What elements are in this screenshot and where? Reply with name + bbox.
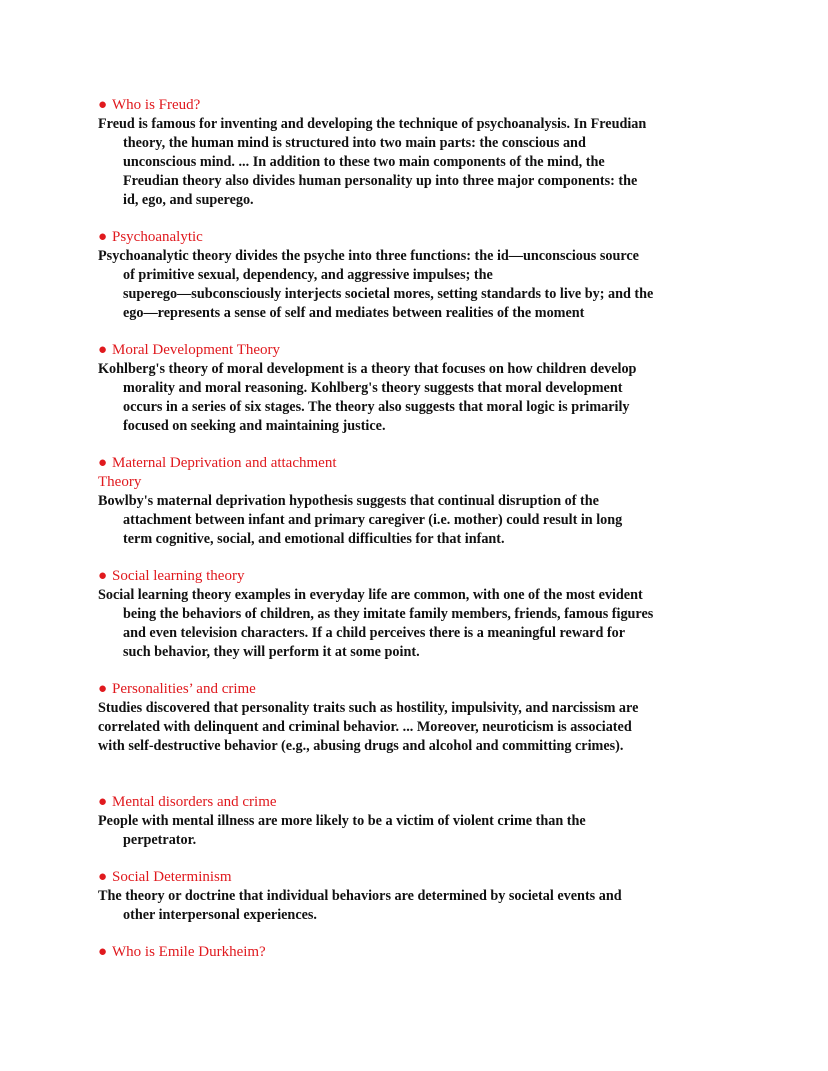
section-body: Social learning theory examples in everyday life are common, with one of the most evident being the behaviors of children, as they imitate family members, friends, famous figures and even television characters. If a child perceives there is a meaningful reward for such behavior, they will perform it at some point.	[98, 587, 654, 660]
section-body: Studies discovered that personality traits such as hostility, impulsivity, and narcissism are correlated with delinquent and criminal behavior. ... Moreover, neuroticism is associated with self-destructive behavior (e.g., abusing drugs and alcohol and committing crimes).	[98, 700, 639, 754]
bullet-icon: ●	[98, 794, 108, 810]
section-mental-disorders	[98, 793, 738, 850]
bullet-icon: ●	[98, 455, 108, 471]
section-body: People with mental illness are more likely to be a victim of violent crime than the perpetrator.	[98, 813, 586, 848]
bullet-icon: ●	[98, 944, 108, 960]
bullet-icon: ●	[98, 869, 108, 885]
section-maternal-deprivation	[98, 454, 738, 549]
bullet-icon: ●	[98, 342, 108, 358]
section-heading: ● Social learning theory	[98, 568, 245, 584]
bullet-icon: ●	[98, 229, 108, 245]
section-social-learning	[98, 567, 738, 662]
section-heading: ● Social Determinism	[98, 869, 232, 885]
section-psychoanalytic	[98, 228, 738, 323]
section-who-is-durkheim	[98, 943, 738, 962]
section-body: Freud is famous for inventing and developing the technique of psychoanalysis. In Freudian theory, the human mind is structured into two main parts: the conscious and unconscious mind. ... In addition to these two main components of the mind, the Freudian theory also divides human personality up into three major components: the id, ego, and superego.	[98, 116, 647, 208]
section-heading: ● Personalities’ and crime	[98, 681, 256, 697]
section-who-is-freud	[98, 96, 738, 210]
section-heading: ● Moral Development Theory	[98, 342, 281, 358]
section-heading: ● Mental disorders and crime	[98, 794, 277, 810]
document-page	[98, 96, 738, 962]
bullet-icon: ●	[98, 97, 108, 113]
section-body: Bowlby's maternal deprivation hypothesis suggests that continual disruption of the attachment between infant and primary caregiver (i.e. mother) could result in long term cognitive, social, and emotional difficulties for that infant.	[98, 493, 623, 547]
section-personalities-crime	[98, 680, 738, 756]
section-heading: ● Maternal Deprivation and attachment Theory	[98, 455, 337, 490]
bullet-icon: ●	[98, 568, 108, 584]
section-body: The theory or doctrine that individual behaviors are determined by societal events and other interpersonal experiences.	[98, 888, 622, 923]
section-heading: ● Psychoanalytic	[98, 229, 203, 245]
section-body: Psychoanalytic theory divides the psyche into three functions: the id—unconscious source of primitive sexual, dependency, and aggressive impulses; the superego—subconsciously interjects societal mores, setting standards to live by; and the ego—represents a sense of self and mediates between realities of the moment	[98, 248, 654, 321]
section-heading: ● Who is Emile Durkheim?	[98, 944, 266, 960]
bullet-icon: ●	[98, 681, 108, 697]
section-social-determinism	[98, 868, 738, 925]
section-moral-development	[98, 341, 738, 436]
section-body: Kohlberg's theory of moral development is a theory that focuses on how children develop morality and moral reasoning. Kohlberg's theory suggests that moral development occurs in a series of six stages. The theory also suggests that moral logic is primarily focused on seeking and maintaining justice.	[98, 361, 637, 434]
section-heading: ● Who is Freud?	[98, 97, 201, 113]
